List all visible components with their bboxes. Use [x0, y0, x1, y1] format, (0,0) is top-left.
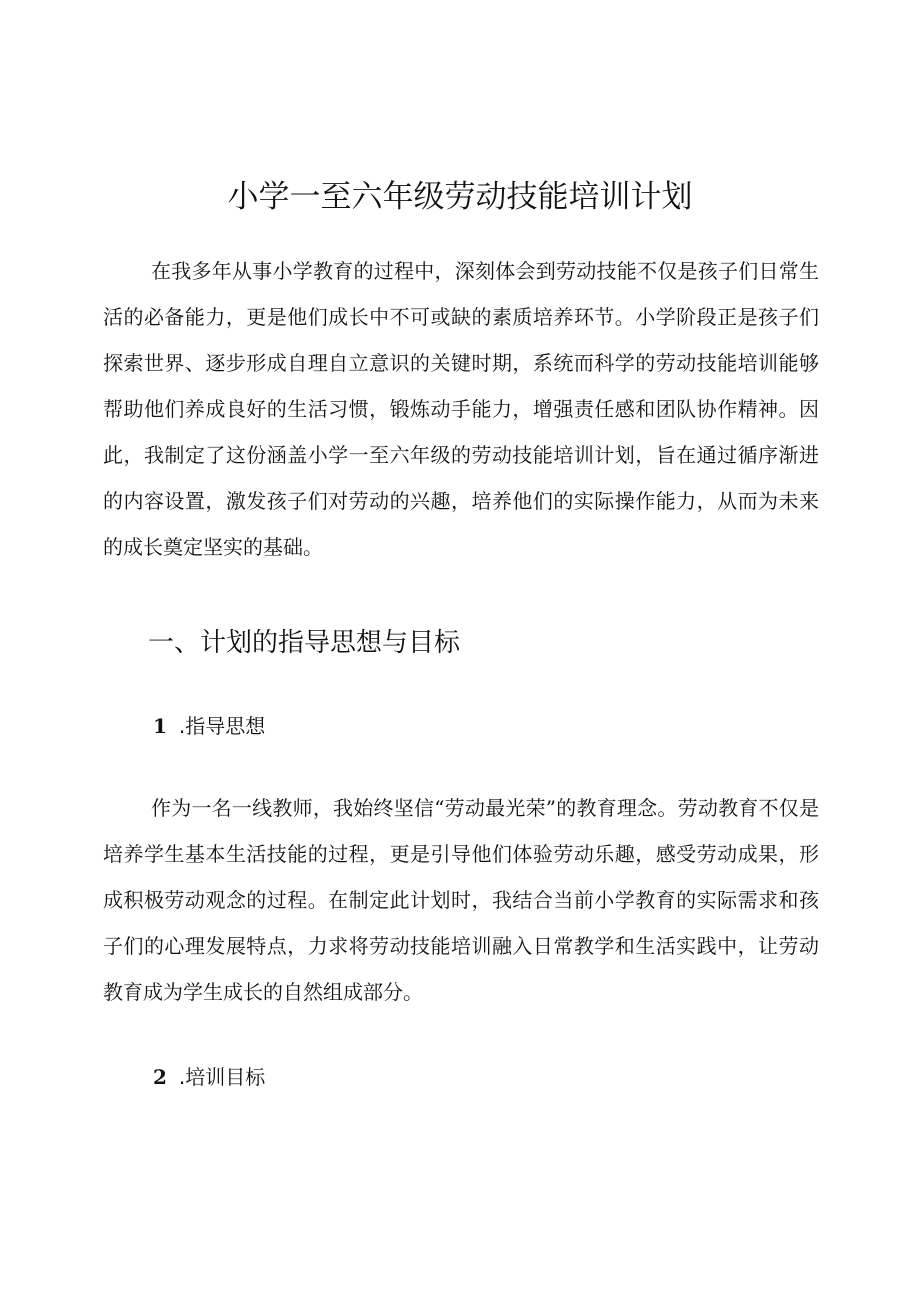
intro-paragraph: 在我多年从事小学教育的过程中，深刻体会到劳动技能不仅是孩子们日常生活的必备能力，更是他们成长中不可或缺的素质培养环节。小学阶段正是孩子们探索世界、逐步形成自理自立意识的关键时期，系统而科学的劳动技能培训能够帮助他们养成良好的生活习惯，锻炼动手能力，增强责任感和团队协作精神。因此，我制定了这份涵盖小学一至六年级的劳动技能培训计划，旨在通过循序渐进的内容设置，激发孩子们对劳动的兴趣，培养他们的实际操作能力，从而为未来的成长奠定坚实的基础。 — [103, 259, 819, 559]
subheading-label: .指导思想 — [178, 714, 266, 738]
section-heading-guiding-ideas-and-goals: 一、计划的指导思想与目标 — [148, 628, 461, 658]
subheading-guiding-ideas — [153, 706, 265, 746]
subheading-number: 1 — [153, 714, 167, 738]
subheading-training-goals — [153, 1057, 265, 1097]
guiding-ideas-paragraph: 作为一名一线教师，我始终坚信“劳动最光荣”的教育理念。劳动教育不仅是培养学生基本生活技能的过程，更是引导他们体验劳动乐趣，感受劳动成果，形成积极劳动观念的过程。在制定此计划时，我结合当前小学教育的实际需求和孩子们的心理发展特点，力求将劳动技能培训融入日常教学和生活实践中，让劳动教育成为学生成长的自然组成部分。 — [103, 796, 819, 1004]
subheading-number: 2 — [153, 1065, 167, 1089]
subheading-label: .培训目标 — [178, 1065, 266, 1089]
document-title: 小学一至六年级劳动技能培训计划 — [227, 179, 693, 215]
